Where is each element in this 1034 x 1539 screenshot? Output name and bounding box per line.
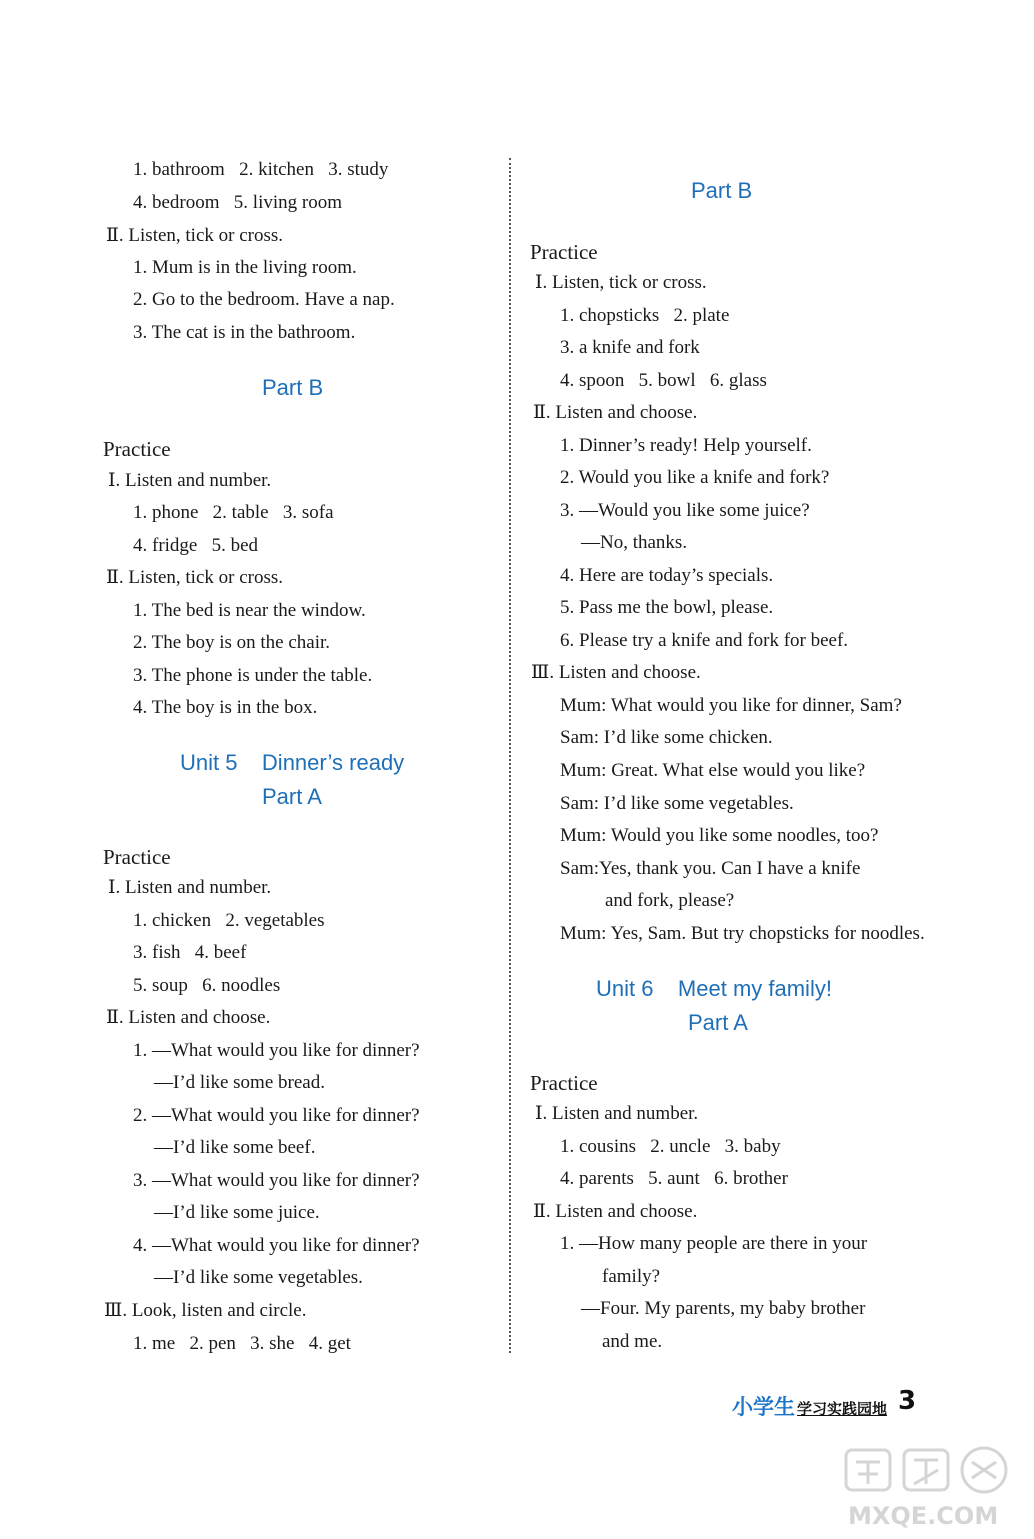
left-text-line: Ⅱ. Listen and choose.: [106, 1007, 271, 1028]
right-text-line: Mum: Great. What else would you like?: [560, 760, 866, 781]
right-text-line: family?: [602, 1266, 661, 1287]
right-section-heading: Unit 6 Meet my family!: [596, 976, 832, 1001]
left-text-line: 1. phone 2. table 3. sofa: [133, 502, 334, 523]
right-text-line: 1. cousins 2. uncle 3. baby: [560, 1136, 781, 1157]
right-text-line: Sam: I’d like some vegetables.: [560, 793, 794, 814]
right-practice-label: Practice: [530, 240, 598, 264]
right-text-line: 1. chopsticks 2. plate: [560, 305, 730, 326]
left-text-line: 3. —What would you like for dinner?: [133, 1170, 420, 1191]
right-text-line: 4. Here are today’s specials.: [560, 565, 774, 586]
left-practice-label: Practice: [103, 437, 171, 461]
left-section-heading: Unit 5 Dinner’s ready: [180, 750, 405, 775]
left-text-line: 5. soup 6. noodles: [133, 975, 281, 996]
right-text-line: Mum: Would you like some noodles, too?: [560, 825, 879, 846]
right-text-line: 6. Please try a knife and fork for beef.: [560, 630, 849, 651]
right-text-line: —Four. My parents, my baby brother: [581, 1298, 866, 1319]
left-text-line: 1. The bed is near the window.: [133, 600, 366, 621]
left-text-line: —I’d like some vegetables.: [154, 1267, 363, 1288]
right-text-line: 1. —How many people are there in your: [560, 1233, 868, 1254]
right-practice-label: Practice: [530, 1071, 598, 1095]
left-text-line: 3. The phone is under the table.: [133, 665, 373, 686]
right-section-heading: Part B: [691, 178, 753, 203]
left-text-line: Ⅰ. Listen and number.: [108, 877, 272, 898]
left-text-line: 4. —What would you like for dinner?: [133, 1235, 420, 1256]
right-text-line: 2. Would you like a knife and fork?: [560, 467, 830, 488]
left-text-line: Ⅰ. Listen and number.: [108, 470, 272, 491]
left-text-line: 4. The boy is in the box.: [133, 697, 318, 718]
left-text-line: 1. me 2. pen 3. she 4. get: [133, 1333, 351, 1354]
right-text-line: Sam:Yes, thank you. Can I have a knife: [560, 858, 861, 879]
left-text-line: —I’d like some juice.: [154, 1202, 320, 1223]
right-text-line: and me.: [602, 1331, 663, 1352]
answer-site-watermark-icon: [836, 1444, 1026, 1534]
right-text-line: 3. —Would you like some juice?: [560, 500, 810, 521]
left-text-line: 2. The boy is on the chair.: [133, 632, 331, 653]
left-text-line: 1. bathroom 2. kitchen 3. study: [133, 159, 389, 180]
left-text-line: Ⅲ. Look, listen and circle.: [104, 1300, 307, 1321]
right-text-line: 1. Dinner’s ready! Help yourself.: [560, 435, 812, 456]
right-text-line: Mum: Yes, Sam. But try chopsticks for noodles.: [560, 923, 925, 944]
right-text-line: Ⅱ. Listen and choose.: [533, 402, 698, 423]
right-text-line: Mum: What would you like for dinner, Sam?: [560, 695, 902, 716]
right-text-line: 5. Pass me the bowl, please.: [560, 597, 774, 618]
page-number: 3: [898, 1386, 917, 1416]
left-text-line: 3. The cat is in the bathroom.: [133, 322, 356, 343]
left-text-line: 3. fish 4. beef: [133, 942, 247, 963]
left-text-line: 1. Mum is in the living room.: [133, 257, 357, 278]
left-text-line: —I’d like some bread.: [154, 1072, 325, 1093]
left-text-line: 1. —What would you like for dinner?: [133, 1040, 420, 1061]
right-text-line: 3. a knife and fork: [560, 337, 700, 358]
right-text-line: Ⅰ. Listen, tick or cross.: [535, 272, 707, 293]
left-text-line: 1. chicken 2. vegetables: [133, 910, 325, 931]
right-text-line: Ⅱ. Listen and choose.: [533, 1201, 698, 1222]
right-text-line: Sam: I’d like some chicken.: [560, 727, 773, 748]
left-section-heading: Part A: [262, 784, 322, 809]
right-text-line: —No, thanks.: [581, 532, 688, 553]
right-text-line: 4. spoon 5. bowl 6. glass: [560, 370, 767, 391]
right-section-heading: Part A: [688, 1010, 748, 1035]
brand-title: 小学生: [732, 1395, 795, 1419]
column-divider: [509, 158, 511, 1353]
left-text-line: Ⅱ. Listen, tick or cross.: [106, 225, 284, 246]
left-text-line: 4. fridge 5. bed: [133, 535, 259, 556]
left-text-line: 2. Go to the bedroom. Have a nap.: [133, 289, 395, 310]
right-text-line: Ⅲ. Listen and choose.: [531, 662, 701, 683]
left-practice-label: Practice: [103, 845, 171, 869]
brand-subtitle: 学习实践园地: [797, 1400, 888, 1418]
left-text-line: 2. —What would you like for dinner?: [133, 1105, 420, 1126]
right-text-line: 4. parents 5. aunt 6. brother: [560, 1168, 788, 1189]
right-text-line: Ⅰ. Listen and number.: [535, 1103, 699, 1124]
watermark-text: MXQE.COM: [848, 1502, 999, 1530]
right-text-line: and fork, please?: [605, 890, 735, 911]
left-section-heading: Part B: [262, 375, 324, 400]
left-text-line: Ⅱ. Listen, tick or cross.: [106, 567, 284, 588]
left-text-line: 4. bedroom 5. living room: [133, 192, 342, 213]
footer-brand: [732, 1391, 887, 1421]
left-text-line: —I’d like some beef.: [154, 1137, 316, 1158]
